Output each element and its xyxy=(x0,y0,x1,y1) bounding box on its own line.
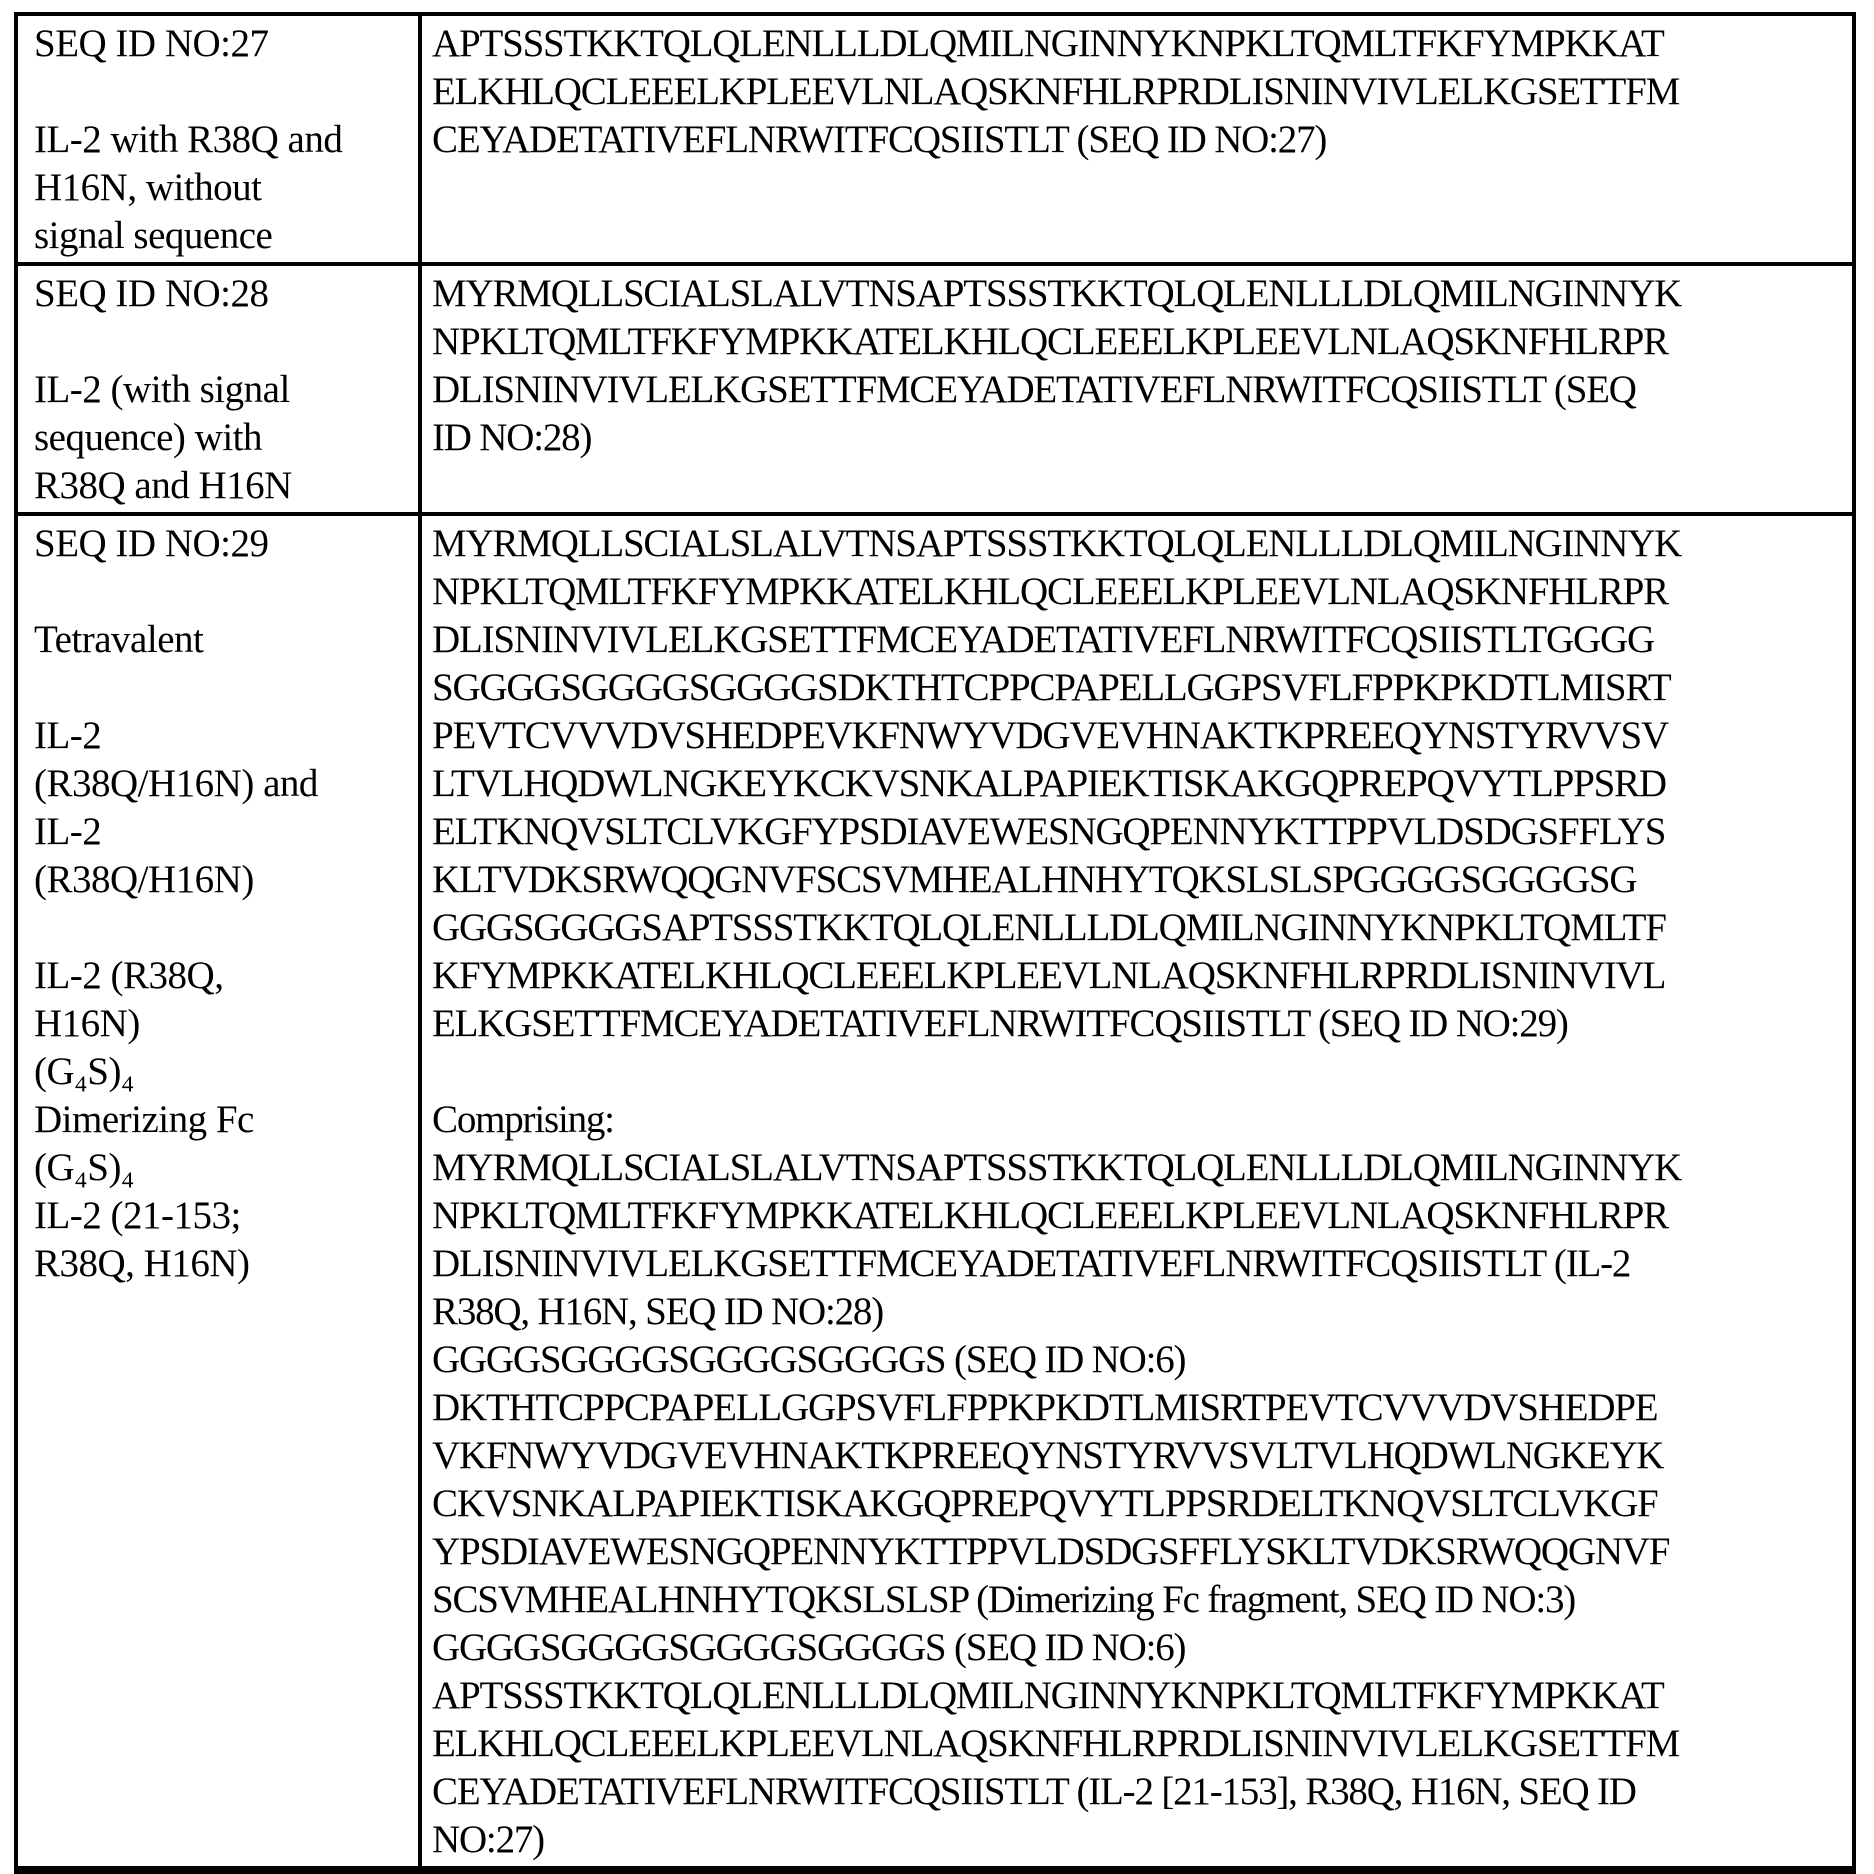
sequence-listing-table xyxy=(14,12,1856,1874)
table-row xyxy=(18,512,1852,1866)
sequence-line: R38Q, H16N, SEQ ID NO:28) xyxy=(432,1290,883,1333)
sequence-line: SCSVMHEALHNHYTQKSLSLSP (Dimerizing Fc fragment, SEQ ID NO:3) xyxy=(432,1578,1576,1621)
sequence-line: GGGGSGGGGSGGGGSGGGGS (SEQ ID NO:6) xyxy=(432,1338,1186,1381)
label-line: (R38Q/H16N) xyxy=(34,858,254,901)
sequence-line: MYRMQLLSCIALSLALVTNSAPTSSSTKKTQLQLENLLLDLQMILNGINNYK xyxy=(432,272,1682,315)
sequence-line: GGGSGGGGSAPTSSSTKKTQLQLENLLLDLQMILNGINNYKNPKLTQMLTF xyxy=(432,906,1666,949)
label-line: H16N) xyxy=(34,1002,140,1045)
sequence-cell xyxy=(422,266,1852,512)
label-line: (G₄S)₄ xyxy=(34,1146,135,1189)
sequence-line: MYRMQLLSCIALSLALVTNSAPTSSSTKKTQLQLENLLLDLQMILNGINNYK xyxy=(432,522,1682,565)
label-line: SEQ ID NO:27 xyxy=(34,22,269,65)
sequence-line: NPKLTQMLTFKFYMPKKATELKHLQCLEEELKPLEEVLNLAQSKNFHLRPR xyxy=(432,1194,1668,1237)
sequence-line: ID NO:28) xyxy=(432,416,592,459)
sequence-line: KLTVDKSRWQQGNVFSCSVMHEALHNHYTQKSLSLSPGGGGSGGGGSG xyxy=(432,858,1637,901)
sequence-line: ELTKNQVSLTCLVKGFYPSDIAVEWESNGQPENNYKTTPPVLDSDGSFFLYS xyxy=(432,810,1666,853)
sequence-line: CEYADETATIVEFLNRWITFCQSIISTLT (SEQ ID NO:27) xyxy=(432,118,1327,161)
sequence-line: ELKGSETTFMCEYADETATIVEFLNRWITFCQSIISTLT (SEQ ID NO:29) xyxy=(432,1002,1568,1045)
sequence-line: CKVSNKALPAPIEKTISKAKGQPREPQVYTLPPSRDELTKNQVSLTCLVKGF xyxy=(432,1482,1658,1525)
label-line: R38Q, H16N) xyxy=(34,1242,250,1285)
seq-id-description-cell xyxy=(18,266,422,512)
label-line: SEQ ID NO:29 xyxy=(34,522,269,565)
label-line: IL-2 xyxy=(34,714,102,757)
label-line: (G₄S)₄ xyxy=(34,1050,135,1093)
blank-line xyxy=(432,1048,1846,1096)
sequence-line: SGGGGSGGGGSGGGGSDKTHTCPPCPAPELLGGPSVFLFPPKPKDTLMISRT xyxy=(432,666,1671,709)
label-line: Tetravalent xyxy=(34,618,204,661)
label-line: IL-2 xyxy=(34,810,102,853)
sequence-line: APTSSSTKKTQLQLENLLLDLQMILNGINNYKNPKLTQMLTFKFYMPKKAT xyxy=(432,1674,1664,1717)
sequence-line: CEYADETATIVEFLNRWITFCQSIISTLT (IL-2 [21-153], R38Q, H16N, SEQ ID xyxy=(432,1770,1636,1813)
sequence-line: DKTHTCPPCPAPELLGGPSVFLFPPKPKDTLMISRTPEVTCVVVDVSHEDPE xyxy=(432,1386,1658,1429)
label-line: IL-2 with R38Q and xyxy=(34,118,343,161)
label-line: IL-2 (R38Q, xyxy=(34,954,224,997)
sequence-line: Comprising: xyxy=(432,1098,614,1141)
label-line: IL-2 (with signal xyxy=(34,368,290,411)
label-line: R38Q and H16N xyxy=(34,464,292,507)
sequence-cell xyxy=(422,516,1852,1866)
sequence-line: ELKHLQCLEEELKPLEEVLNLAQSKNFHLRPRDLISNINVIVLELKGSETTFM xyxy=(432,1722,1680,1765)
seq-id-description-cell xyxy=(18,16,422,262)
blank-line xyxy=(34,904,412,952)
sequence-line: VKFNWYVDGVEVHNAKTKPREEQYNSTYRVVSVLTVLHQDWLNGKEYK xyxy=(432,1434,1664,1477)
blank-line xyxy=(34,664,412,712)
sequence-line: APTSSSTKKTQLQLENLLLDLQMILNGINNYKNPKLTQMLTFKFYMPKKAT xyxy=(432,22,1664,65)
sequence-line: LTVLHQDWLNGKEYKCKVSNKALPAPIEKTISKAKGQPREPQVYTLPPSRD xyxy=(432,762,1666,805)
sequence-line: NO:27) xyxy=(432,1818,544,1861)
label-line: Dimerizing Fc xyxy=(34,1098,254,1141)
blank-line xyxy=(34,318,412,366)
sequence-cell xyxy=(422,16,1852,262)
sequence-line: NPKLTQMLTFKFYMPKKATELKHLQCLEEELKPLEEVLNLAQSKNFHLRPR xyxy=(432,320,1668,363)
label-line: SEQ ID NO:28 xyxy=(34,272,269,315)
sequence-line: YPSDIAVEWESNGQPENNYKTTPPVLDSDGSFFLYSKLTVDKSRWQQGNVF xyxy=(432,1530,1670,1573)
label-line: H16N, without xyxy=(34,166,262,209)
sequence-line: PEVTCVVVDVSHEDPEVKFNWYVDGVEVHNAKTKPREEQYNSTYRVVSV xyxy=(432,714,1668,757)
sequence-line: DLISNINVIVLELKGSETTFMCEYADETATIVEFLNRWITFCQSIISTLT (IL-2 xyxy=(432,1242,1631,1285)
table-row xyxy=(18,16,1852,262)
blank-line xyxy=(34,68,412,116)
sequence-line: MYRMQLLSCIALSLALVTNSAPTSSSTKKTQLQLENLLLDLQMILNGINNYK xyxy=(432,1146,1682,1189)
label-line: signal sequence xyxy=(34,214,273,257)
sequence-line: DLISNINVIVLELKGSETTFMCEYADETATIVEFLNRWITFCQSIISTLTGGGG xyxy=(432,618,1654,661)
sequence-line: DLISNINVIVLELKGSETTFMCEYADETATIVEFLNRWITFCQSIISTLT (SEQ xyxy=(432,368,1636,411)
label-line: IL-2 (21-153; xyxy=(34,1194,241,1237)
label-line: (R38Q/H16N) and xyxy=(34,762,318,805)
sequence-line: KFYMPKKATELKHLQCLEEELKPLEEVLNLAQSKNFHLRPRDLISNINVIVL xyxy=(432,954,1666,997)
sequence-line: GGGGSGGGGSGGGGSGGGGS (SEQ ID NO:6) xyxy=(432,1626,1186,1669)
label-line: sequence) with xyxy=(34,416,262,459)
seq-id-description-cell xyxy=(18,516,422,1866)
blank-line xyxy=(34,568,412,616)
sequence-line: ELKHLQCLEEELKPLEEVLNLAQSKNFHLRPRDLISNINVIVLELKGSETTFM xyxy=(432,70,1680,113)
table-row xyxy=(18,262,1852,512)
sequence-line: NPKLTQMLTFKFYMPKKATELKHLQCLEEELKPLEEVLNLAQSKNFHLRPR xyxy=(432,570,1668,613)
